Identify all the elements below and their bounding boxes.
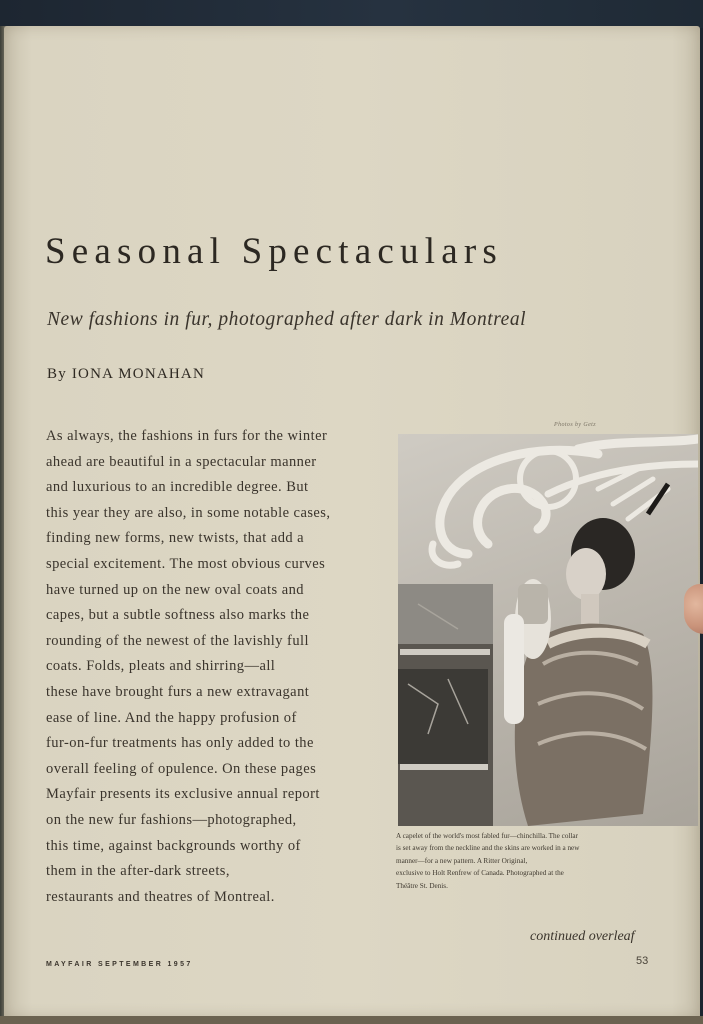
caption-line: A capelet of the world's most fabled fur—chinchilla. The collar <box>396 832 578 840</box>
page-number: 53 <box>636 955 649 967</box>
body-line: rounding of the newest of the lavishly full <box>46 632 309 649</box>
body-line: overall feeling of opulence. On these pages <box>46 760 317 777</box>
caption-line: Théâtre St. Denis. <box>396 881 448 890</box>
photo-credit: Photos by Getz <box>554 422 596 428</box>
body-line: this year they are also, in some notable cases, <box>46 504 331 521</box>
model-figure <box>504 484 668 826</box>
body-line: and luxurious to an incredible degree. But <box>46 479 309 496</box>
article-title: Seasonal Spectaculars <box>45 231 503 272</box>
photo-illustration <box>398 434 698 826</box>
article-subtitle: New fashions in fur, photographed after dark in Montreal <box>47 309 527 330</box>
caption-line: manner—for a new pattern. A Ritter Original, <box>396 856 528 865</box>
page-bottom-edge <box>0 1016 703 1024</box>
caption-line: exclusive to Holt Renfrew of Canada. Photographed at the <box>396 869 564 878</box>
body-line: special excitement. The most obvious curves <box>46 555 326 572</box>
body-line: restaurants and theatres of Montreal. <box>46 888 275 905</box>
body-line: finding new forms, new twists, that add a <box>46 530 305 547</box>
continued-overleaf-note: continued overleaf <box>530 929 635 944</box>
body-line: Mayfair presents its exclusive annual report <box>46 786 320 803</box>
body-line: them in the after-dark streets, <box>46 863 230 880</box>
scan-background <box>0 0 703 28</box>
publication-footer: MAYFAIR SEPTEMBER 1957 <box>46 961 193 968</box>
marble-pillar <box>398 584 493 826</box>
fashion-photo <box>398 434 698 826</box>
body-line: ahead are beautiful in a spectacular manner <box>46 453 317 470</box>
body-line: capes, but a subtle softness also marks the <box>46 607 310 624</box>
body-line: on the new fur fashions—photographed, <box>46 811 297 828</box>
body-line: ease of line. And the happy profusion of <box>46 709 297 726</box>
article-body <box>46 424 381 910</box>
body-line: As always, the fashions in furs for the winter <box>46 428 328 444</box>
body-line: have turned up on the new oval coats and <box>46 581 304 598</box>
photo-caption <box>396 830 666 892</box>
body-line: fur-on-fur treatments has only added to the <box>46 735 314 752</box>
caption-line: is set away from the neckline and the skins are worked in a new <box>396 844 580 853</box>
body-line: this time, against backgrounds worthy of <box>46 837 301 854</box>
body-line: these have brought furs a new extravagant <box>46 683 310 700</box>
body-line: coats. Folds, pleats and shirring—all <box>46 658 276 675</box>
article-byline: By IONA MONAHAN <box>47 366 206 382</box>
